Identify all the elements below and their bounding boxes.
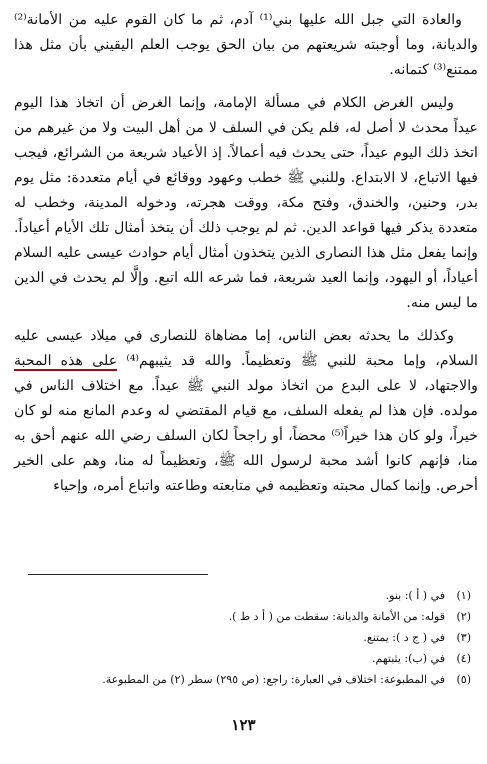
page-number: ١٢٣ [231, 716, 256, 734]
footnote-number: (٥) [456, 673, 471, 686]
footnote-2 [28, 606, 471, 627]
footnote-1 [28, 585, 471, 606]
main-text [14, 8, 478, 507]
footnotes [28, 585, 471, 690]
footnote-4 [28, 648, 471, 669]
paragraph-3-before: وكذلك ما يحدثه بعض الناس، إما مضاهاة للنصارى في ميلاد عيسى عليه السلام، وإما محبة للنبي ﷺ وتعظيماً. والله قد يثيبهم⁽⁴⁾ [14, 328, 478, 369]
footnote-text: في ( أ ): بنو. [385, 589, 445, 602]
footnote-5 [28, 669, 471, 690]
footnote-number: (١) [456, 589, 471, 602]
footnote-text: قوله: من الأمانة والديانة: سقطت من ( أ د ط ). [228, 610, 445, 623]
footnote-text: في المطبوعة: اختلاف في العبارة: راجع: (ص ٢٩٥) سطر (٢) من المطبوعة. [102, 673, 445, 686]
paragraph-2: وليس الغرض الكلام في مسألة الإمامة، وإنما الغرض أن اتخاذ هذا اليوم عيداً محدث لا أصل له، فلم يكن في السلف لا من أهل البيت ولا من غيرهم من اتخذ ذلك اليوم عيداً، حتى يحدث فيه أعمالاً. إذ الأعياد شريعة من الشرائع، فيجب فيها الاتباع، لا الابتداع. وللنبي ﷺ خطب وعهود ووقائع في أيام متعددة: مثل يوم بدر، وحنين، والخندق، وفتح مكة، ووقت هجرته، ودخوله المدينة، وخطب له متعددة يذكر فيها قواعد الدين. ثم لم يوجب ذلك أن يتخذ أمثال تلك الأيام أعياداً. وإنما يفعل مثل هذا النصارى الذين يتخذون أمثال أيام حوادث عيسى عليه السلام أعياداً، أو اليهود، وإنما العيد شريعة، فما شرعه الله اتبع. وإلَّا لم يحدث في الدين ما ليس منه. [14, 95, 478, 311]
footnote-number: (٢) [456, 610, 471, 623]
footnote-text: في ( ج د ): يمتنع. [363, 631, 445, 644]
footnote-number: (٤) [456, 652, 471, 665]
paragraph-3 [14, 324, 478, 499]
footnote-text: في (ب): يثبتهم. [372, 652, 445, 665]
footnote-3 [28, 627, 471, 648]
paragraph-1: والعادة التي جبل الله عليها بني⁽¹⁾ آدم، ثم ما كان القوم عليه من الأمانة⁽²⁾ والديانة، وما أوجبته شريعتهم من بيان الحق يوجب العلم اليقيني بأن مثل هذا ممتنع⁽³⁾ كتمانه. [14, 12, 478, 78]
footnote-number: (٣) [456, 631, 471, 644]
footnote-divider [28, 574, 208, 575]
paragraph-3-after: والاجتهاد، لا على البدع من اتخاذ مولد النبي ﷺ عيداً. مع اختلاف الناس في مولده. فإن هذا لم يفعله السلف، مع قيام المقتضي له وعدم المانع منه لو كان خيراً، ولو كان هذا خيراً⁽⁵⁾ محضاً، أو راجحاً لكان السلف رضي الله عنهم أحق به منا، فإنهم كانوا أشد محبة لرسول الله ﷺ، وتعظيماً له منا، وهم على الخير أحرص. وإنما كمال محبته وتعظيمه في متابعته وطاعته واتباع أمره، وإحياء [14, 378, 478, 494]
highlighted-phrase: على هذه المحبة [14, 353, 118, 369]
